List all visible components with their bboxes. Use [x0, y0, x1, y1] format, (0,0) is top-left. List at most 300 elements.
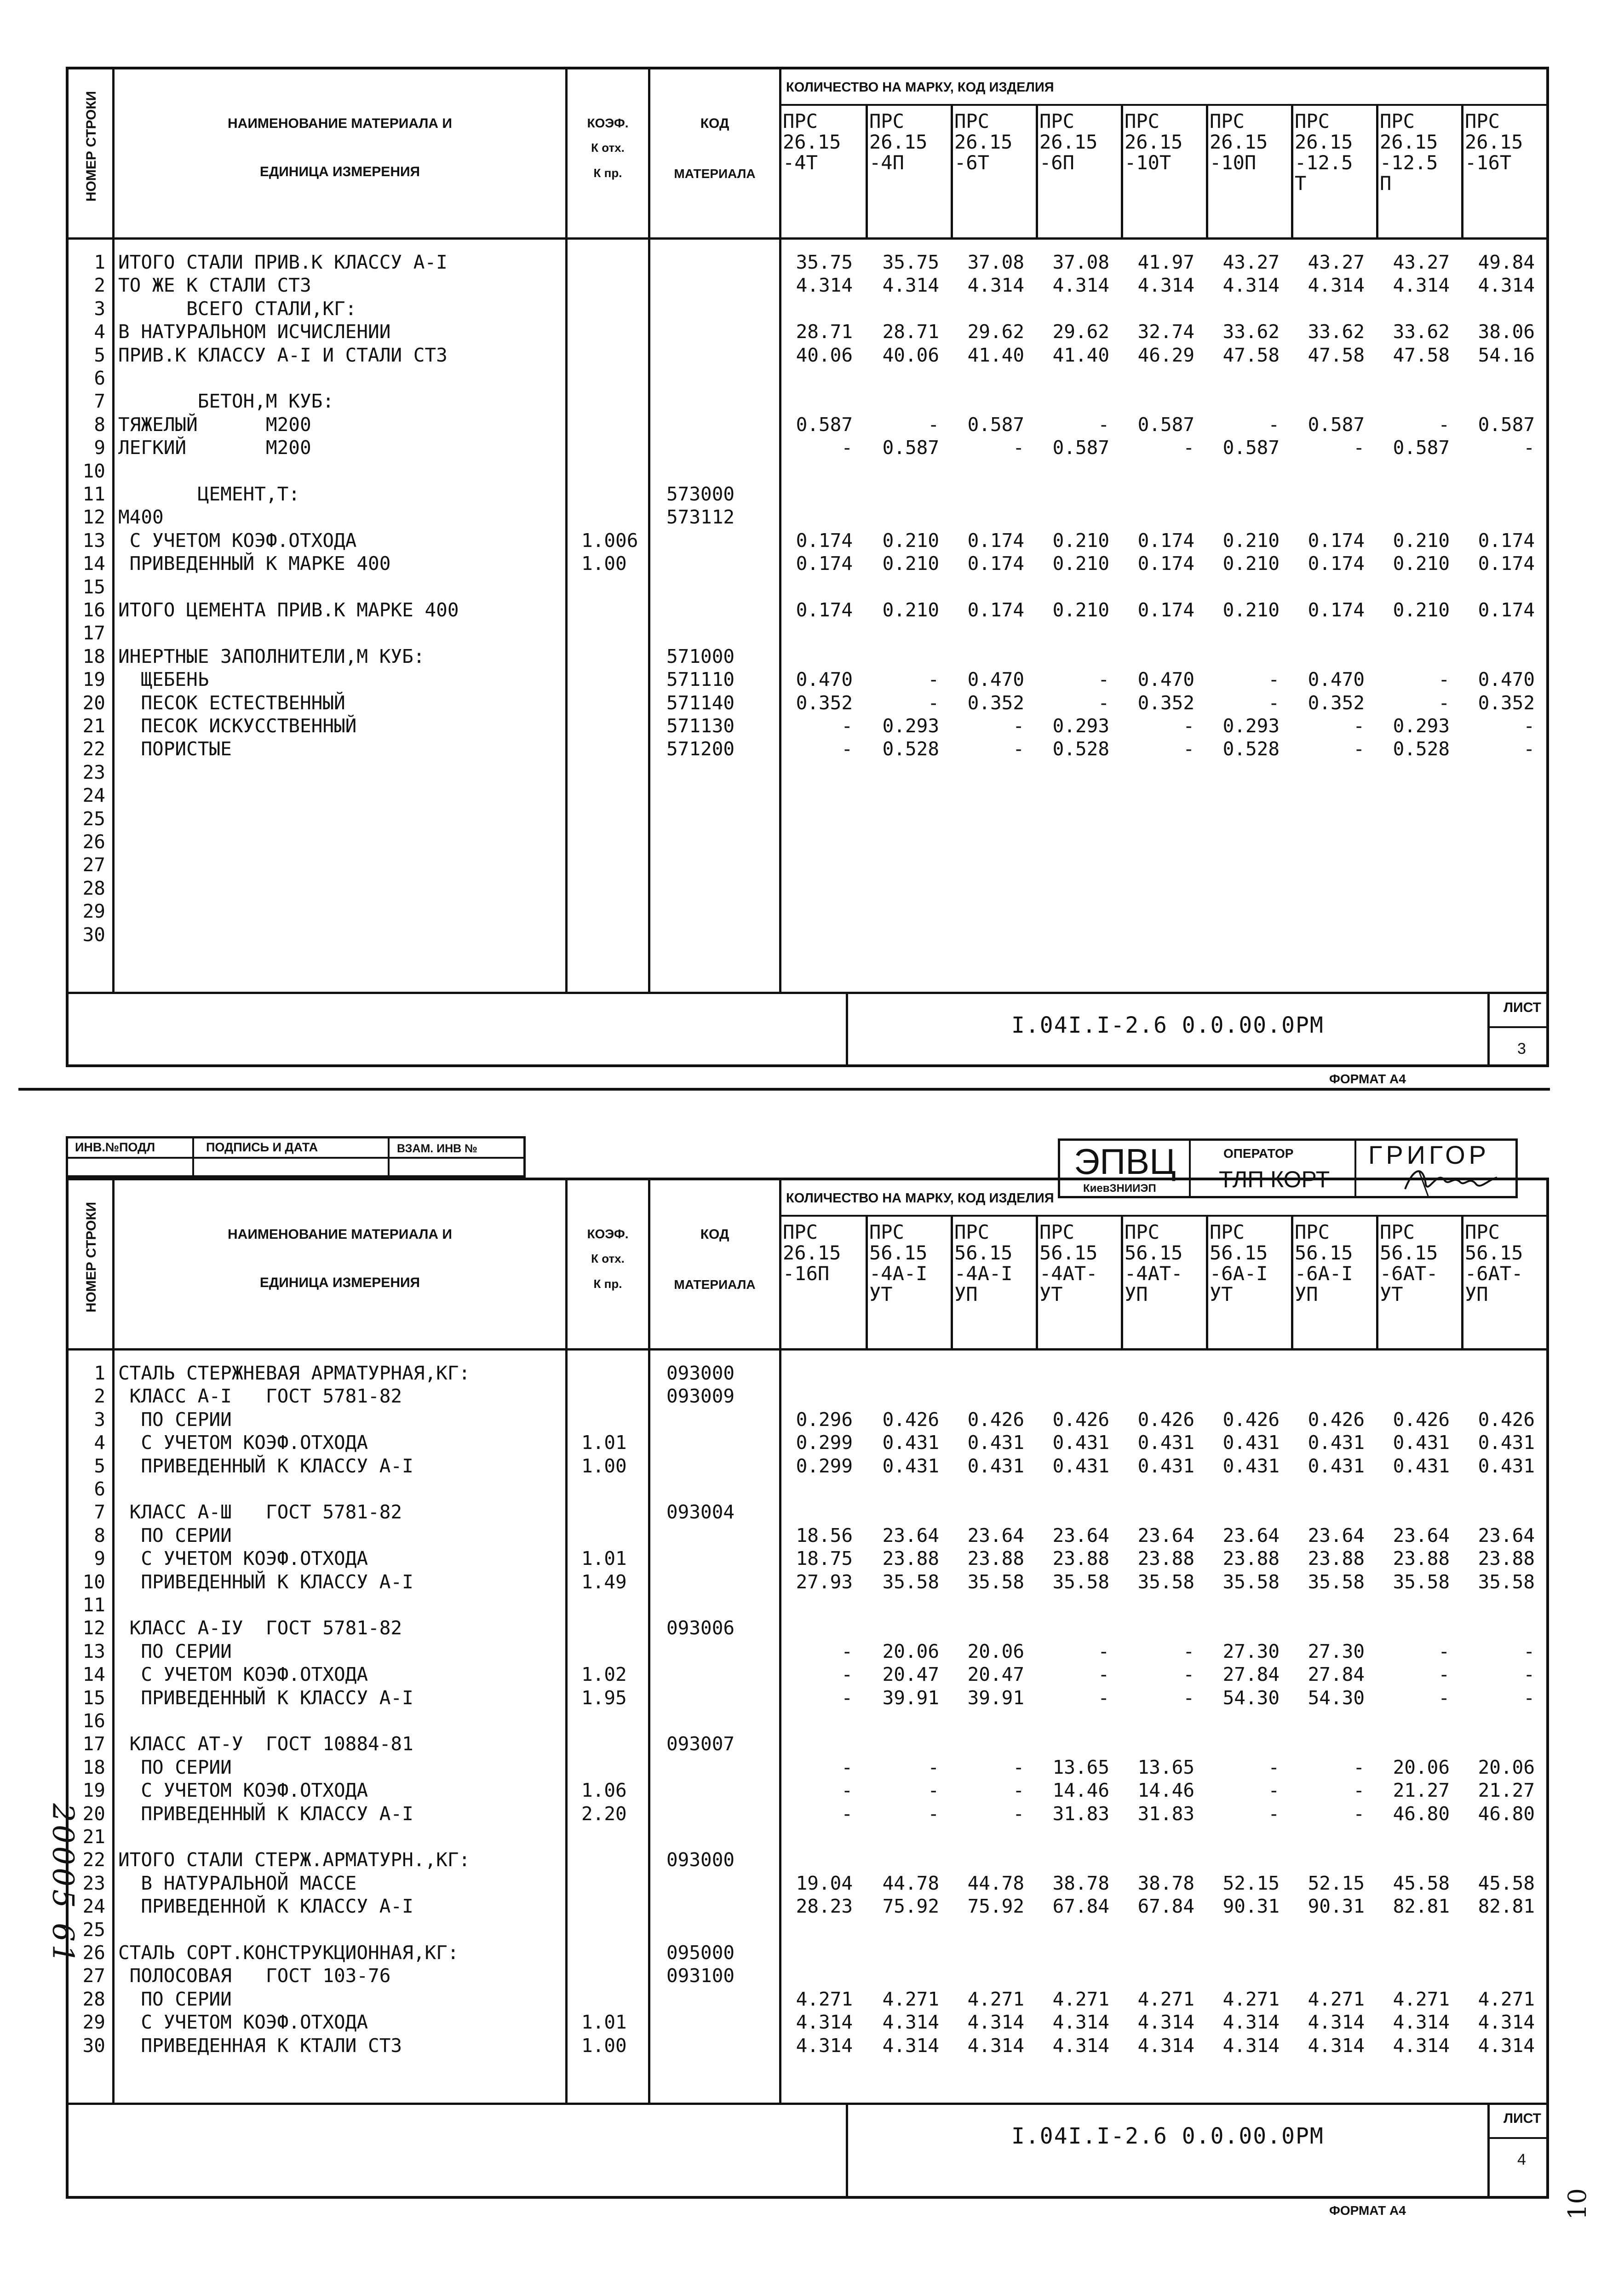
row-value: 0.431 — [1222, 1431, 1280, 1454]
row-value: 18.75 — [796, 1547, 853, 1570]
row-value: 39.91 — [882, 1686, 939, 1709]
table-rule — [69, 2103, 1549, 2105]
row-value: 0.426 — [1052, 1408, 1109, 1431]
org-stamp — [1058, 1138, 1518, 1198]
table-rule — [866, 1215, 868, 1348]
operator-label: ОПЕРАТОР — [1223, 1146, 1294, 1161]
row-coef: 1.01 — [581, 1431, 627, 1454]
row-value: 0.431 — [1222, 1454, 1280, 1477]
row-number: 26 — [82, 831, 105, 853]
row-value: - — [1268, 668, 1280, 691]
row-value: 0.528 — [882, 738, 939, 760]
header-coef-reduced: К пр. — [593, 166, 622, 180]
sheet-number: 3 — [1517, 1040, 1526, 1058]
row-name: С УЧЕТОМ КОЭФ.ОТХОДА — [118, 1779, 368, 1802]
table-rule — [648, 69, 650, 992]
row-value: 0.352 — [967, 691, 1024, 714]
row-value: - — [1268, 691, 1280, 714]
table-rule — [112, 1180, 115, 2103]
row-value: 4.271 — [967, 1988, 1024, 2010]
table-rule — [846, 992, 848, 1065]
row-name: ЦЕМЕНТ,Т: — [118, 483, 300, 505]
row-name: ПО СЕРИИ — [118, 1756, 232, 1778]
row-number: 18 — [82, 1756, 105, 1778]
row-value: - — [1523, 1640, 1535, 1662]
row-value: 20.06 — [882, 1640, 939, 1662]
row-name: ПО СЕРИИ — [118, 1524, 232, 1546]
row-name: ПРИВЕДЕННОЙ К КЛАССУ А-I — [118, 1895, 413, 1918]
row-value: 23.64 — [1137, 1524, 1194, 1546]
header-qty: КОЛИЧЕСТВО НА МАРКУ, КОД ИЗДЕЛИЯ — [786, 80, 1054, 95]
row-number: 4 — [94, 321, 105, 343]
row-value: 0.174 — [1137, 552, 1194, 575]
row-value: 31.83 — [1137, 1802, 1194, 1825]
row-number: 29 — [82, 900, 105, 923]
row-value: 0.174 — [1308, 599, 1365, 621]
row-value: 0.528 — [1052, 738, 1109, 760]
row-value: 35.75 — [882, 251, 939, 273]
row-value: 23.64 — [1393, 1524, 1450, 1546]
row-value: 14.46 — [1137, 1779, 1194, 1802]
row-value: 37.08 — [967, 251, 1024, 273]
row-name: С УЧЕТОМ КОЭФ.ОТХОДА — [118, 1431, 368, 1454]
row-value: 0.210 — [1052, 529, 1109, 552]
row-value: 4.314 — [1478, 2034, 1535, 2057]
sheet-4 — [66, 1178, 1549, 2199]
row-value: - — [841, 1663, 853, 1686]
row-name: ИНЕРТНЫЕ ЗАПОЛНИТЕЛИ,М КУБ: — [118, 645, 425, 667]
row-value: 27.84 — [1222, 1663, 1280, 1686]
row-value: 0.174 — [796, 599, 853, 621]
row-number: 28 — [82, 877, 105, 899]
header-material-unit: ЕДИНИЦА ИЗМЕРЕНИЯ — [259, 1275, 420, 1290]
row-number: 12 — [82, 1617, 105, 1639]
row-value: 38.78 — [1052, 1872, 1109, 1894]
row-name: ПЕСОК ИСКУССТВЕННЫЙ — [118, 715, 357, 737]
row-number: 20 — [82, 1802, 105, 1825]
row-value: 0.210 — [1222, 552, 1280, 575]
row-value: 45.58 — [1478, 1872, 1535, 1894]
row-value: 4.271 — [796, 1988, 853, 2010]
row-value: 23.64 — [1478, 1524, 1535, 1546]
row-number: 14 — [82, 552, 105, 575]
row-value: - — [1353, 1779, 1365, 1802]
row-value: 31.83 — [1052, 1802, 1109, 1825]
row-value: 0.210 — [1393, 599, 1450, 621]
row-value: - — [841, 1686, 853, 1709]
header-row-number: НОМЕР СТРОКИ — [84, 91, 99, 202]
row-value: 28.23 — [796, 1895, 853, 1918]
row-value: - — [1438, 413, 1450, 436]
row-value: 43.27 — [1308, 251, 1365, 273]
row-value: 23.64 — [882, 1524, 939, 1546]
sheet-label: ЛИСТ — [1503, 1000, 1541, 1015]
row-value: 46.29 — [1137, 344, 1194, 366]
row-value: 90.31 — [1308, 1895, 1365, 1918]
row-value: 23.88 — [882, 1547, 939, 1570]
row-value: 4.314 — [1393, 274, 1450, 297]
row-value: - — [928, 691, 939, 714]
row-value: 0.426 — [882, 1408, 939, 1431]
table-rule — [951, 1215, 953, 1348]
row-number: 30 — [82, 2034, 105, 2057]
row-value: 4.314 — [967, 2011, 1024, 2034]
format-label-top: ФОРМАТ А4 — [1329, 1072, 1406, 1086]
row-value: - — [1098, 413, 1109, 436]
row-value: 0.587 — [1137, 413, 1194, 436]
row-value: - — [841, 1756, 853, 1778]
row-number: 8 — [94, 413, 105, 436]
row-value: 0.174 — [1478, 529, 1535, 552]
row-code: 573112 — [666, 506, 735, 529]
row-number: 5 — [94, 1454, 105, 1477]
row-value: 33.62 — [1308, 321, 1365, 343]
row-value: 0.426 — [1137, 1408, 1194, 1431]
row-value: 0.528 — [1393, 738, 1450, 760]
row-value: 0.174 — [1137, 599, 1194, 621]
row-value: 23.88 — [1478, 1547, 1535, 1570]
mark-header-7: ПРС 56.15 -6А-I УП — [1295, 1221, 1353, 1305]
row-value: 0.431 — [1052, 1454, 1109, 1477]
row-number: 18 — [82, 645, 105, 667]
row-name: С УЧЕТОМ КОЭФ.ОТХОДА — [118, 1663, 368, 1686]
row-value: 20.06 — [1393, 1756, 1450, 1778]
row-value: 0.431 — [1137, 1454, 1194, 1477]
row-number: 16 — [82, 599, 105, 621]
row-coef: 1.06 — [581, 1779, 627, 1802]
row-value: 46.80 — [1478, 1802, 1535, 1825]
row-number: 17 — [82, 1733, 105, 1755]
sheet-label: ЛИСТ — [1503, 2111, 1541, 2126]
row-value: 0.352 — [1478, 691, 1535, 714]
row-value: 35.58 — [1222, 1570, 1280, 1593]
row-value: 4.314 — [1393, 2011, 1450, 2034]
row-name: КЛАСС АТ-У ГОСТ 10884-81 — [118, 1733, 413, 1755]
table-rule — [1487, 2137, 1549, 2139]
row-value: 54.16 — [1478, 344, 1535, 366]
row-name: М400 — [118, 506, 164, 529]
row-value: 0.210 — [1052, 552, 1109, 575]
row-value: 28.71 — [796, 321, 853, 343]
row-value: 0.293 — [1222, 715, 1280, 737]
row-value: 44.78 — [967, 1872, 1024, 1894]
row-code: 095000 — [666, 1942, 735, 1964]
row-value: 0.352 — [1137, 691, 1194, 714]
row-value: 0.431 — [1308, 1454, 1365, 1477]
row-number: 6 — [94, 367, 105, 389]
row-name: КЛАСС А-Ш ГОСТ 5781-82 — [118, 1501, 402, 1523]
row-number: 10 — [82, 1570, 105, 1593]
row-value: 0.587 — [967, 413, 1024, 436]
row-number: 7 — [94, 390, 105, 413]
row-number: 3 — [94, 1408, 105, 1431]
row-value: 0.426 — [967, 1408, 1024, 1431]
row-coef: 1.00 — [581, 552, 627, 575]
row-value: 0.431 — [882, 1454, 939, 1477]
row-value: - — [1183, 437, 1194, 459]
row-value: - — [841, 1779, 853, 1802]
row-name: ЛЕГКИЙ М200 — [118, 437, 311, 459]
org-subname: КиевЗНИИЭП — [1083, 1182, 1156, 1195]
row-value: - — [1013, 1756, 1024, 1778]
mark-header-1: ПРС 26.15 -4Т — [783, 110, 841, 174]
row-value: - — [1183, 1686, 1194, 1709]
row-value: 27.84 — [1308, 1663, 1365, 1686]
row-value: 82.81 — [1393, 1895, 1450, 1918]
row-number: 6 — [94, 1478, 105, 1500]
table-rule — [779, 1215, 1549, 1217]
row-value: 41.40 — [967, 344, 1024, 366]
row-code: 093009 — [666, 1385, 735, 1408]
row-number: 14 — [82, 1663, 105, 1686]
row-value: - — [1438, 691, 1450, 714]
row-value: 0.299 — [796, 1431, 853, 1454]
row-value: 23.88 — [967, 1547, 1024, 1570]
mark-header-4: ПРС 26.15 -6П — [1039, 110, 1098, 174]
row-value: 0.210 — [1222, 529, 1280, 552]
row-value: 0.528 — [1222, 738, 1280, 760]
row-value: 4.314 — [796, 2034, 853, 2057]
header-row-number: НОМЕР СТРОКИ — [84, 1201, 99, 1313]
approval-stamp — [66, 1136, 526, 1178]
row-value: 21.27 — [1478, 1779, 1535, 1802]
row-value: - — [841, 715, 853, 737]
row-value: 35.58 — [1308, 1570, 1365, 1593]
row-value: - — [841, 437, 853, 459]
row-name: ЩЕБЕНЬ — [118, 668, 209, 691]
format-label-bottom: ФОРМАТ А4 — [1329, 2203, 1406, 2218]
row-value: - — [1353, 1756, 1365, 1778]
row-value: 4.271 — [1478, 1988, 1535, 2010]
margin-note-right: 10 — [1562, 2188, 1592, 2220]
row-value: 0.210 — [1393, 552, 1450, 575]
row-value: 90.31 — [1222, 1895, 1280, 1918]
row-value: - — [1098, 668, 1109, 691]
table-rule — [1121, 1215, 1123, 1348]
mark-header-5: ПРС 26.15 -10Т — [1125, 110, 1183, 174]
row-value: 0.352 — [1308, 691, 1365, 714]
row-value: 4.314 — [882, 2034, 939, 2057]
row-value: 40.06 — [882, 344, 939, 366]
row-value: 23.88 — [1308, 1547, 1365, 1570]
mark-header-8: ПРС 56.15 -6АТ- УТ — [1380, 1221, 1438, 1305]
table-rule — [1487, 992, 1490, 1065]
row-name: ИТОГО СТАЛИ ПРИВ.К КЛАССУ А-I — [118, 251, 448, 273]
mark-header-6: ПРС 56.15 -6А-I УТ — [1210, 1221, 1268, 1305]
row-value: 0.431 — [1137, 1431, 1194, 1454]
header-code-material: МАТЕРИАЛА — [674, 1277, 756, 1292]
row-value: - — [1183, 1640, 1194, 1662]
row-value: 20.47 — [967, 1663, 1024, 1686]
header-coef: КОЭФ. — [587, 116, 629, 130]
row-number: 5 — [94, 344, 105, 366]
row-value: 0.174 — [1308, 529, 1365, 552]
mark-header-4: ПРС 56.15 -4АТ- УТ — [1039, 1221, 1098, 1305]
row-coef: 1.02 — [581, 1663, 627, 1686]
row-value: 49.84 — [1478, 251, 1535, 273]
row-value: 20.06 — [1478, 1756, 1535, 1778]
row-value: 0.426 — [1222, 1408, 1280, 1431]
row-coef: 2.20 — [581, 1802, 627, 1825]
row-number: 1 — [94, 251, 105, 273]
row-value: 4.271 — [1052, 1988, 1109, 2010]
row-coef: 1.01 — [581, 2011, 627, 2034]
header-coef: КОЭФ. — [587, 1227, 629, 1241]
row-value: 0.470 — [1308, 668, 1365, 691]
row-value: 47.58 — [1222, 344, 1280, 366]
row-number: 9 — [94, 437, 105, 459]
row-value: 4.314 — [1222, 2034, 1280, 2057]
row-value: 0.587 — [1393, 437, 1450, 459]
header-material-name: НАИМЕНОВАНИЕ МАТЕРИАЛА И — [227, 1227, 452, 1242]
row-value: 20.47 — [882, 1663, 939, 1686]
mark-header-9: ПРС 26.15 -16Т — [1465, 110, 1523, 174]
row-number: 23 — [82, 1872, 105, 1894]
row-value: 54.30 — [1222, 1686, 1280, 1709]
row-number: 1 — [94, 1362, 105, 1384]
row-value: 0.293 — [1052, 715, 1109, 737]
row-value: 0.174 — [967, 599, 1024, 621]
row-code: 093100 — [666, 1965, 735, 1987]
table-rule — [69, 1348, 1549, 1351]
stamp-vzam-inv: ВЗАМ. ИНВ № — [397, 1142, 478, 1155]
row-value: 67.84 — [1052, 1895, 1109, 1918]
row-value: 0.352 — [796, 691, 853, 714]
row-value: 29.62 — [1052, 321, 1109, 343]
row-value: 0.210 — [1052, 599, 1109, 621]
table-rule — [648, 1180, 650, 2103]
row-name: ТО ЖЕ К СТАЛИ СТ3 — [118, 274, 311, 297]
row-value: 19.04 — [796, 1872, 853, 1894]
row-number: 13 — [82, 529, 105, 552]
row-value: 0.587 — [796, 413, 853, 436]
row-value: 38.06 — [1478, 321, 1535, 343]
row-value: 13.65 — [1052, 1756, 1109, 1778]
row-value: 4.314 — [1052, 2011, 1109, 2034]
row-value: 27.93 — [796, 1570, 853, 1593]
table-rule — [779, 104, 1549, 106]
row-value: - — [1013, 715, 1024, 737]
row-number: 29 — [82, 2011, 105, 2034]
row-value: - — [928, 1756, 939, 1778]
row-name: ТЯЖЕЛЫЙ М200 — [118, 413, 311, 436]
row-value: 28.71 — [882, 321, 939, 343]
row-name: ПО СЕРИИ — [118, 1408, 232, 1431]
row-number: 24 — [82, 1895, 105, 1918]
table-rule — [1487, 2103, 1490, 2197]
row-value: - — [1523, 1686, 1535, 1709]
row-value: 23.88 — [1393, 1547, 1450, 1570]
header-code: КОД — [700, 1227, 729, 1242]
mark-header-7: ПРС 26.15 -12.5 Т — [1295, 110, 1353, 195]
row-value: 52.15 — [1308, 1872, 1365, 1894]
table-rule — [1036, 1215, 1038, 1348]
row-value: - — [1523, 437, 1535, 459]
row-value: 23.64 — [967, 1524, 1024, 1546]
table-rule — [69, 992, 1549, 994]
sheet-number: 4 — [1517, 2151, 1526, 2168]
row-value: 75.92 — [967, 1895, 1024, 1918]
row-name: ИТОГО ЦЕМЕНТА ПРИВ.К МАРКЕ 400 — [118, 599, 459, 621]
row-value: 4.271 — [882, 1988, 939, 2010]
header-code-material: МАТЕРИАЛА — [674, 167, 756, 181]
row-value: - — [1013, 738, 1024, 760]
header-material-unit: ЕДИНИЦА ИЗМЕРЕНИЯ — [259, 164, 420, 179]
row-value: - — [1268, 413, 1280, 436]
row-value: 0.587 — [882, 437, 939, 459]
table-rule — [1461, 1215, 1463, 1348]
row-value: 0.174 — [1478, 552, 1535, 575]
row-name: ПОЛОСОВАЯ ГОСТ 103-76 — [118, 1965, 391, 1987]
row-value: 0.210 — [882, 599, 939, 621]
row-number: 27 — [82, 854, 105, 876]
row-number: 10 — [82, 460, 105, 482]
row-code: 093000 — [666, 1849, 735, 1871]
mark-header-8: ПРС 26.15 -12.5 П — [1380, 110, 1438, 195]
row-number: 27 — [82, 1965, 105, 1987]
table-rule — [1376, 1215, 1378, 1348]
row-value: 46.80 — [1393, 1802, 1450, 1825]
row-value: - — [1098, 691, 1109, 714]
row-name: ПОРИСТЫЕ — [118, 738, 232, 760]
row-value: 43.27 — [1222, 251, 1280, 273]
row-value: - — [928, 413, 939, 436]
row-value: - — [1438, 1640, 1450, 1662]
row-name: ПРИВЕДЕННЫЙ К КЛАССУ А-I — [118, 1454, 413, 1477]
row-number: 12 — [82, 506, 105, 529]
row-number: 24 — [82, 784, 105, 807]
row-value: - — [1523, 738, 1535, 760]
row-number: 19 — [82, 1779, 105, 1802]
row-value: 4.314 — [1137, 2011, 1194, 2034]
row-value: - — [1438, 668, 1450, 691]
row-value: 35.58 — [882, 1570, 939, 1593]
row-value: 4.314 — [1222, 2011, 1280, 2034]
row-value: 23.64 — [1052, 1524, 1109, 1546]
row-value: 33.62 — [1393, 321, 1450, 343]
row-number: 21 — [82, 715, 105, 737]
row-code: 093007 — [666, 1733, 735, 1755]
row-value: 43.27 — [1393, 251, 1450, 273]
header-code: КОД — [700, 116, 729, 131]
row-value: - — [841, 738, 853, 760]
row-number: 26 — [82, 1942, 105, 1964]
header-coef-waste: К отх. — [591, 1252, 625, 1265]
row-value: 33.62 — [1222, 321, 1280, 343]
row-value: 0.174 — [967, 552, 1024, 575]
row-value: 4.314 — [1137, 2034, 1194, 2057]
row-value: 35.58 — [1478, 1570, 1535, 1593]
header-material-name: НАИМЕНОВАНИЕ МАТЕРИАЛА И — [227, 116, 452, 131]
mark-header-9: ПРС 56.15 -6АТ- УП — [1465, 1221, 1523, 1305]
row-value: - — [1353, 1802, 1365, 1825]
row-value: 18.56 — [796, 1524, 853, 1546]
row-name: В НАТУРАЛЬНОЙ МАССЕ — [118, 1872, 357, 1894]
margin-note-left: 20005 61 — [46, 1803, 80, 1966]
table-rule — [565, 69, 568, 992]
row-value: 35.58 — [1137, 1570, 1194, 1593]
row-number: 2 — [94, 1385, 105, 1408]
row-number: 15 — [82, 575, 105, 598]
row-value: 4.271 — [1222, 1988, 1280, 2010]
row-value: - — [841, 1802, 853, 1825]
row-value: 14.46 — [1052, 1779, 1109, 1802]
row-value: - — [1268, 1756, 1280, 1778]
row-value: 4.314 — [1308, 2011, 1365, 2034]
row-number: 25 — [82, 1918, 105, 1941]
row-value: 0.470 — [967, 668, 1024, 691]
row-code: 573000 — [666, 483, 735, 505]
